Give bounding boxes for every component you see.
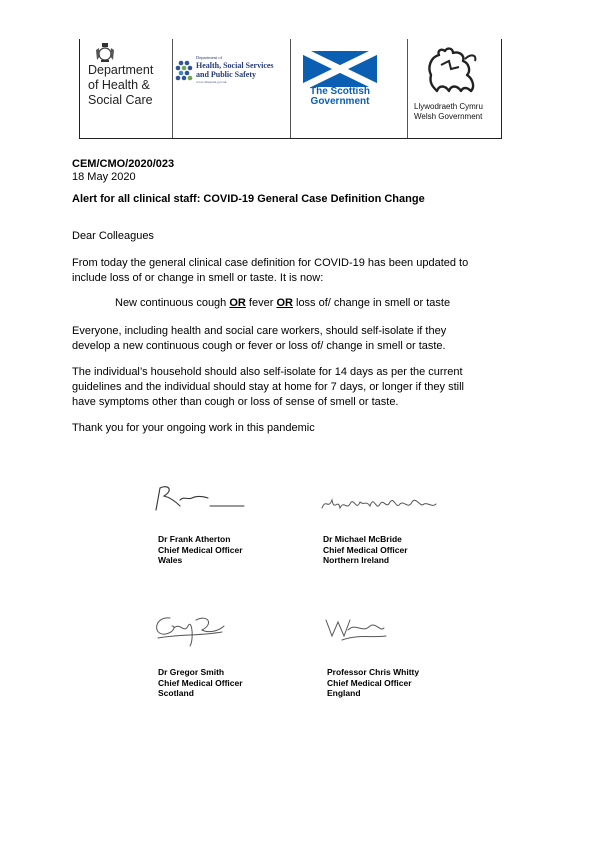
dhsc-logo bbox=[80, 39, 173, 138]
signatory-name: Dr Gregor Smith bbox=[158, 667, 225, 677]
scot-line1: The Scottish bbox=[309, 86, 370, 97]
paragraph-3-line-3: have symptoms other than cough or loss of sense of smell or taste. bbox=[72, 396, 399, 408]
signatory-role: Chief Medical Officer bbox=[158, 544, 243, 555]
hscps-dept-label: Department of bbox=[196, 55, 223, 60]
royal-crest-icon bbox=[92, 42, 118, 64]
signatory-role: Chief Medical Officer bbox=[327, 677, 412, 688]
signatory-region: England bbox=[327, 688, 361, 698]
welsh-government-logo bbox=[407, 39, 501, 138]
paragraph-1-line-2: include loss of or change in smell or taste. It is now: bbox=[72, 272, 324, 284]
signatory-name: Dr Michael McBride bbox=[323, 534, 402, 544]
paragraph-2-line-2: develop a new continuous cough or fever or loss of/ change in smell or taste. bbox=[72, 340, 446, 352]
definition-part-3: loss of/ change in smell or taste bbox=[292, 297, 451, 309]
definition-or-1: OR bbox=[229, 297, 246, 309]
paragraph-3-line-2: guidelines and the individual should stay at home for 7 days, or longer if they still bbox=[72, 381, 464, 393]
closing-line: Thank you for your ongoing work in this pandemic bbox=[72, 422, 315, 434]
hscps-url: www.dhsspsni.gov.uk bbox=[196, 80, 227, 84]
letter-reference: CEM/CMO/2020/023 bbox=[72, 158, 175, 170]
signatory-name: Dr Frank Atherton bbox=[158, 534, 231, 544]
paragraph-3-line-1: The individual’s household should also self-isolate for 14 days as per the current bbox=[72, 366, 463, 378]
signatory-region: Wales bbox=[158, 555, 183, 565]
welsh-line2: Welsh Government bbox=[414, 112, 483, 121]
paragraph-3 bbox=[72, 365, 464, 410]
signatory-region: Scotland bbox=[158, 688, 194, 698]
hscps-logo bbox=[172, 39, 291, 138]
signature-smith bbox=[150, 610, 230, 650]
saltire-flag-icon bbox=[303, 51, 377, 87]
logo-strip bbox=[79, 39, 502, 139]
definition-or-2: OR bbox=[276, 297, 293, 309]
letter-date: 18 May 2020 bbox=[72, 171, 136, 183]
paragraph-2 bbox=[72, 324, 446, 354]
scot-line2: Government bbox=[310, 96, 370, 107]
signature-whitty bbox=[322, 612, 392, 646]
hscps-line1: Health, Social Services bbox=[196, 61, 274, 70]
salutation: Dear Colleagues bbox=[72, 230, 154, 242]
dhsc-line2: of Health & bbox=[88, 78, 150, 92]
signatory-scotland bbox=[158, 667, 243, 699]
paragraph-2-line-1: Everyone, including health and social care workers, should self-isolate if they bbox=[72, 325, 447, 337]
case-definition bbox=[115, 296, 450, 311]
signature-mcbride bbox=[320, 490, 440, 518]
signatory-role: Chief Medical Officer bbox=[323, 544, 408, 555]
welsh-dragon-icon bbox=[421, 45, 481, 97]
signatory-region: Northern Ireland bbox=[323, 555, 390, 565]
hexagon-cluster-icon bbox=[175, 59, 195, 83]
hscps-line2: and Public Safety bbox=[196, 70, 257, 79]
definition-part-2: fever bbox=[245, 297, 277, 309]
letter-title: Alert for all clinical staff: COVID-19 General Case Definition Change bbox=[72, 193, 425, 205]
signature-atherton bbox=[150, 482, 250, 516]
definition-part-1: New continuous cough bbox=[115, 297, 230, 309]
signatory-england bbox=[327, 667, 419, 699]
paragraph-1 bbox=[72, 256, 468, 286]
dhsc-line3: Social Care bbox=[88, 93, 153, 107]
dhsc-line1: Department bbox=[88, 63, 154, 77]
signatory-role: Chief Medical Officer bbox=[158, 677, 243, 688]
welsh-line1: Llywodraeth Cymru bbox=[414, 102, 483, 111]
paragraph-1-line-1: From today the general clinical case definition for COVID-19 has been updated to bbox=[72, 257, 469, 269]
signatory-name: Professor Chris Whitty bbox=[327, 667, 420, 677]
signatory-wales bbox=[158, 534, 243, 566]
signatory-northern-ireland bbox=[323, 534, 408, 566]
scottish-government-logo bbox=[290, 39, 408, 138]
